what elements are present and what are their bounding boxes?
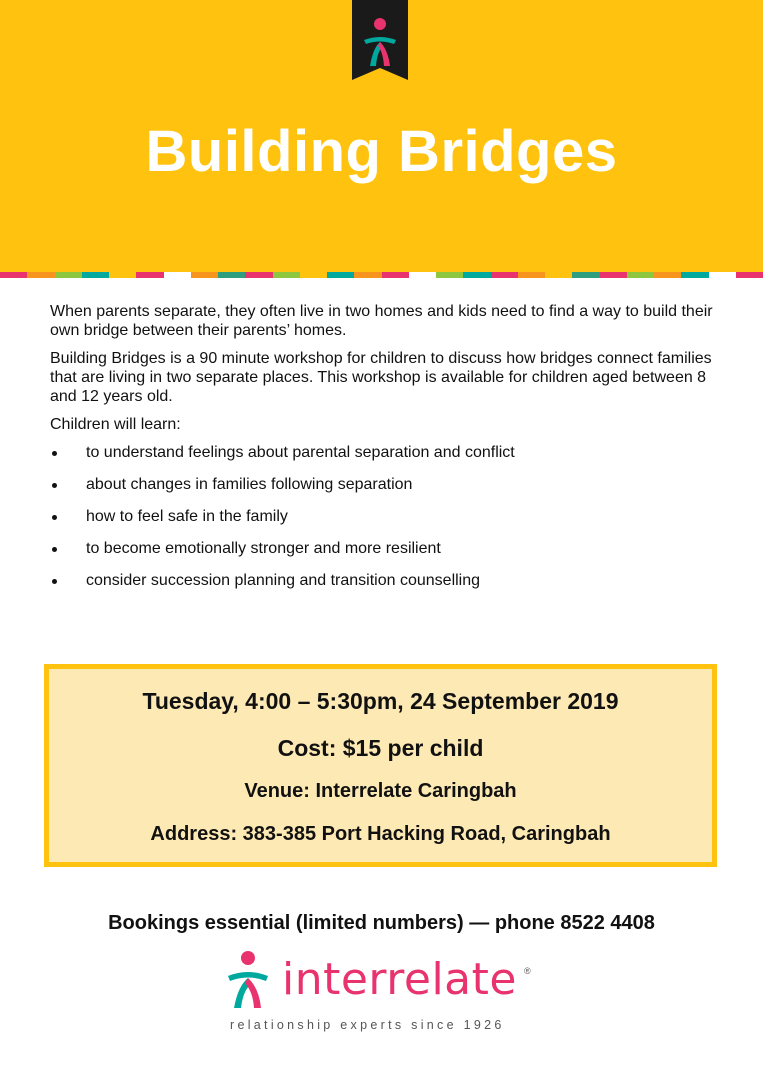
intro-paragraph-1: When parents separate, they often live in two homes and kids need to find a way to build their own bridge between their parents’ homes.	[50, 303, 713, 339]
list-item	[50, 507, 720, 526]
interrelate-figure-icon	[352, 0, 408, 80]
interrelate-figure-icon	[226, 950, 270, 1012]
logo-tagline: relationship experts since 1926	[230, 1018, 505, 1032]
intro-paragraph-2: Building Bridges is a 90 minute workshop for children to discuss how bridges connect families that are living in two separate places. This workshop is available for children aged between 8 and 12 years old.	[50, 350, 712, 405]
stripe-segment	[736, 272, 763, 278]
bookings-line: Bookings essential (limited numbers) — phone 8522 4408	[108, 912, 655, 934]
stripe-segment	[300, 272, 327, 278]
header-banner	[0, 0, 763, 272]
stripe-segment	[327, 272, 354, 278]
event-details-box	[44, 664, 717, 867]
stripe-segment	[463, 272, 490, 278]
stripe-segment	[709, 272, 736, 278]
bullet-icon	[52, 547, 57, 552]
stripe-segment	[600, 272, 627, 278]
list-item	[50, 475, 720, 494]
stripe-segment	[273, 272, 300, 278]
list-item-text: to become emotionally stronger and more resilient	[86, 540, 441, 557]
stripe-segment	[627, 272, 654, 278]
event-cost: Cost: $15 per child	[277, 735, 484, 761]
stripe-segment	[0, 272, 27, 278]
list-item-text: to understand feelings about parental separation and conflict	[86, 444, 515, 461]
stripe-segment	[136, 272, 163, 278]
stripe-segment	[491, 272, 518, 278]
list-item	[50, 571, 720, 590]
stripe-segment	[55, 272, 82, 278]
stripe-segment	[109, 272, 136, 278]
interrelate-logo	[226, 950, 536, 1040]
stripe-segment	[572, 272, 599, 278]
stripe-segment	[382, 272, 409, 278]
bullet-icon	[52, 515, 57, 520]
stripe-segment	[245, 272, 272, 278]
list-item-text: about changes in families following separation	[86, 476, 413, 493]
color-stripe	[0, 272, 763, 278]
event-datetime: Tuesday, 4:00 – 5:30pm, 24 September 2019	[142, 688, 619, 714]
main-content	[50, 302, 720, 603]
list-item-text: consider succession planning and transition counselling	[86, 572, 481, 589]
stripe-segment	[164, 272, 191, 278]
stripe-segment	[518, 272, 545, 278]
bullet-icon	[52, 579, 57, 584]
list-item-text: how to feel safe in the family	[86, 508, 288, 525]
event-venue: Venue: Interrelate Caringbah	[244, 780, 517, 802]
logo-wordmark: interrelate	[282, 954, 517, 1005]
list-item	[50, 539, 720, 558]
stripe-segment	[27, 272, 54, 278]
event-address: Address: 383-385 Port Hacking Road, Caringbah	[150, 823, 611, 845]
page-title: Building Bridges	[145, 119, 618, 184]
stripe-segment	[354, 272, 381, 278]
stripe-segment	[82, 272, 109, 278]
stripe-segment	[681, 272, 708, 278]
list-item	[50, 443, 720, 462]
bullet-icon	[52, 483, 57, 488]
registered-mark: ®	[524, 966, 531, 976]
stripe-segment	[545, 272, 572, 278]
bullet-icon	[52, 451, 57, 456]
learn-heading: Children will learn:	[50, 416, 181, 433]
stripe-segment	[654, 272, 681, 278]
stripe-segment	[191, 272, 218, 278]
stripe-segment	[436, 272, 463, 278]
stripe-segment	[218, 272, 245, 278]
learn-list	[50, 443, 720, 590]
stripe-segment	[409, 272, 436, 278]
